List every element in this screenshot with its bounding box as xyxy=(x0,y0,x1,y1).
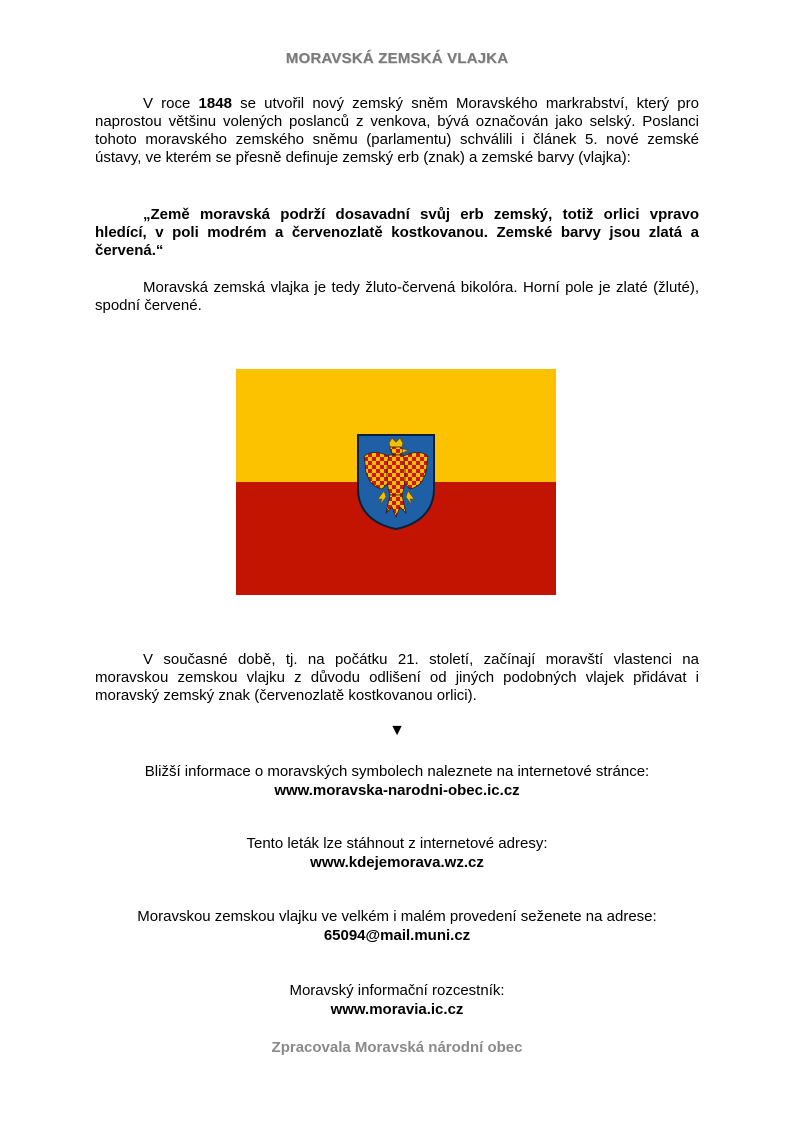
info-text: Bližší informace o moravských symbolech naleznete na internetové stránce: xyxy=(144,763,650,780)
moravian-eagle-icon xyxy=(356,433,436,531)
description-paragraph: Moravská zemská vlajka je tedy žluto-červená bikolóra. Horní pole je zlaté (žluté), spodní červené. xyxy=(95,279,699,314)
page-title: MORAVSKÁ ZEMSKÁ VLAJKA xyxy=(285,50,509,67)
info-text: Moravský informační rozcestník: xyxy=(289,982,505,999)
intro-after: se utvořil nový zemský sněm Moravského markrabství, který pro naprostou většinu volených poslanců z venkova, bývá označován jako selský. Poslanci tohoto moravského zemského sněmu (parlamentu) schválili i článek 5. nové zemské ústavy, ve kterém se přesně definuje zemský erb (znak) a zemské barvy (vlajka): xyxy=(95,95,699,166)
moravian-flag xyxy=(236,369,556,595)
info-email-link[interactable]: 65094@mail.muni.cz xyxy=(323,927,471,944)
info-block-download xyxy=(0,834,794,872)
info-text: Moravskou zemskou vlajku ve velkém i malém provedení seženete na adrese: xyxy=(137,908,657,925)
info-link[interactable]: www.kdejemorava.wz.cz xyxy=(310,854,484,871)
info-link[interactable]: www.moravia.ic.cz xyxy=(330,1001,464,1018)
intro-before: V roce xyxy=(143,95,199,112)
info-text: Tento leták lze stáhnout z internetové adresy: xyxy=(246,835,548,852)
intro-year: 1848 xyxy=(198,95,232,112)
intro-paragraph xyxy=(95,95,699,167)
current-paragraph: V současné době, tj. na počátku 21. století, začínají moravští vlastenci na moravskou zemskou vlajku z důvodu odlišení od jiných podobných vlajek přidávat i moravský zemský znak (červenozlatě kostkovanou orlici). xyxy=(95,651,699,704)
info-block-symbols xyxy=(0,762,794,800)
info-link[interactable]: www.moravska-narodni-obec.ic.cz xyxy=(274,782,520,799)
footer-credit: Zpracovala Moravská národní obec xyxy=(271,1039,523,1056)
info-block-signpost xyxy=(0,981,794,1019)
quote-paragraph: „Země moravská podrží dosavadní svůj erb zemský, totiž orlici vpravo hledící, v poli modrém a červenozlatě kostkovanou. Zemské barvy jsou zlatá a červená.“ xyxy=(95,206,699,259)
down-arrow-icon: ▼ xyxy=(389,722,405,739)
info-block-flag-order xyxy=(0,907,794,945)
